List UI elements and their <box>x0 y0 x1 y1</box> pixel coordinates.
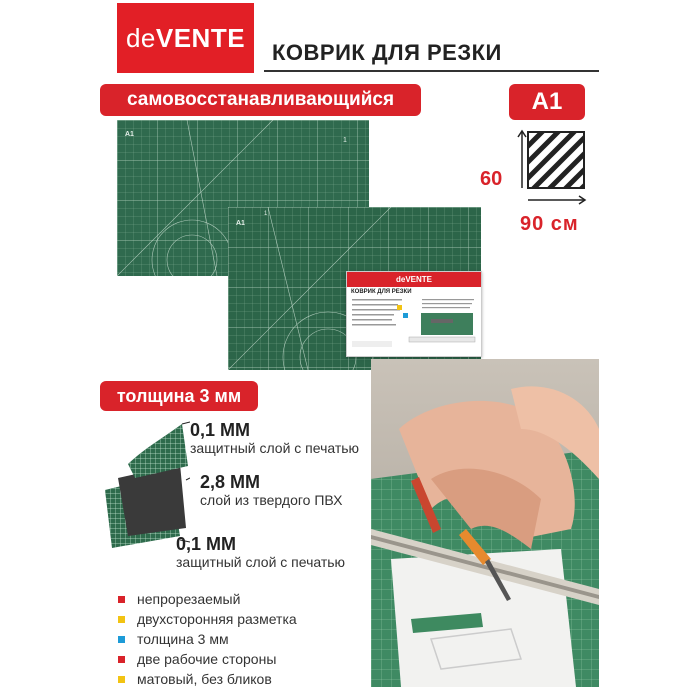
feature-text: непрорезаемый <box>137 591 241 607</box>
product-label-header <box>347 272 481 287</box>
feature-text: две рабочие стороны <box>137 651 277 667</box>
brand-logo <box>117 3 254 73</box>
layer-bottom-description: защитный слой с печатью <box>176 554 346 570</box>
feature-item <box>118 609 297 629</box>
product-label <box>346 271 482 357</box>
feature-item <box>118 669 297 689</box>
logo-de: de <box>125 22 156 53</box>
feature-list <box>118 589 297 689</box>
thickness-badge: толщина 3 мм <box>100 381 258 411</box>
size-badge: A1 <box>509 84 585 120</box>
dimension-width: 90 см <box>520 213 579 235</box>
label-logo-de: de <box>395 275 406 284</box>
cutting-photo <box>371 359 599 687</box>
feature-text: толщина 3 мм <box>137 631 229 647</box>
mat-size-mark-back: A1 <box>125 131 134 138</box>
product-label-title: КОВРИК ДЛЯ РЕЗКИ <box>351 289 412 295</box>
layer-bottom-thickness: 0,1 ММ <box>176 534 237 554</box>
self-healing-badge: самовосстанавливающийся <box>100 84 421 116</box>
mat-size-mark-front: A1 <box>236 220 245 227</box>
feature-text: матовый, без бликов <box>137 671 272 687</box>
feature-bullet-icon <box>118 676 125 683</box>
mat-number-mark-back: 1 <box>343 137 347 144</box>
feature-text: двухсторонняя разметка <box>137 611 297 627</box>
feature-item <box>118 649 297 669</box>
layer-middle <box>200 473 342 508</box>
product-title: КОВРИК ДЛЯ РЕЗКИ <box>272 40 502 65</box>
layer-top-thickness: 0,1 ММ <box>190 420 251 440</box>
logo-vente: VENTE <box>155 22 246 53</box>
feature-bullet-icon <box>118 656 125 663</box>
product-label-graphic <box>347 297 481 353</box>
dimension-height: 60 <box>480 168 503 190</box>
feature-item <box>118 589 297 609</box>
mat-number-mark-front: 1 <box>264 211 268 217</box>
label-logo-vente: VENTE <box>405 275 432 284</box>
layer-middle-description: слой из твердого ПВХ <box>200 492 343 508</box>
feature-item <box>118 629 297 649</box>
layer-bottom <box>176 535 345 570</box>
feature-bullet-icon <box>118 616 125 623</box>
title-divider <box>264 70 599 72</box>
layer-middle-thickness: 2,8 ММ <box>200 472 261 492</box>
layer-top <box>190 421 359 456</box>
feature-bullet-icon <box>118 596 125 603</box>
layer-top-description: защитный слой с печатью <box>190 440 360 456</box>
feature-bullet-icon <box>118 636 125 643</box>
